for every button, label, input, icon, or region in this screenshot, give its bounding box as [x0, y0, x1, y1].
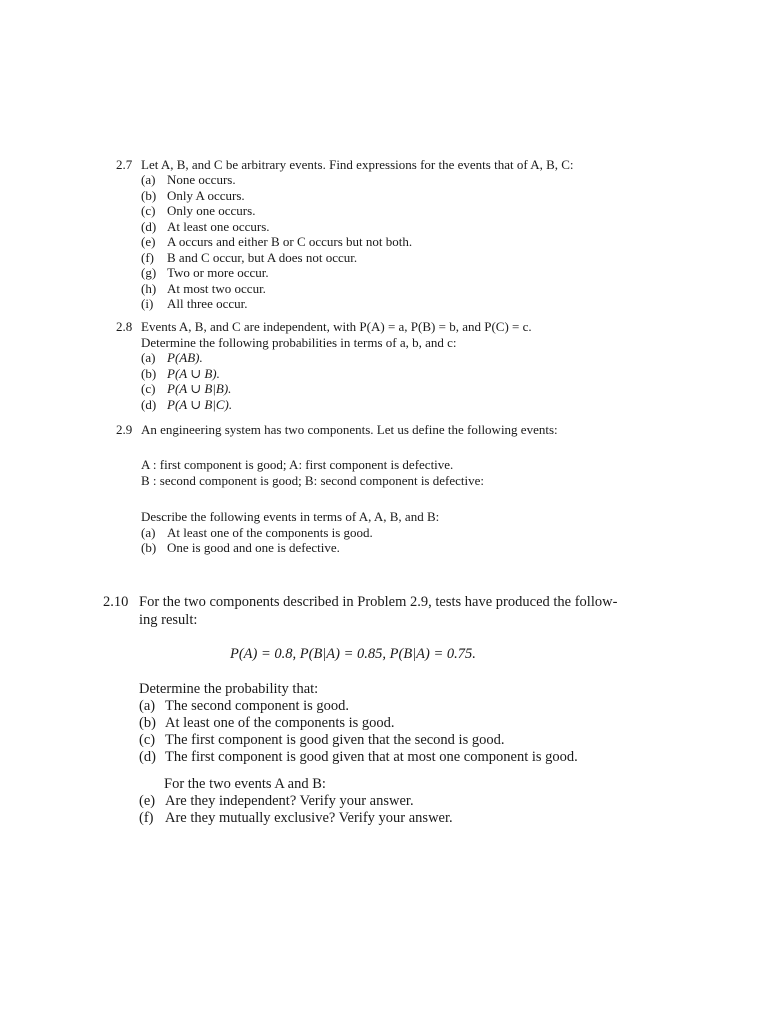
problem-2-8-part: (b) P(A ∪ B).: [141, 366, 220, 381]
problem-number-2-8: 2.8: [116, 319, 133, 334]
problem-2-7-part: (h) At most two occur.: [141, 281, 266, 296]
problem-2-10-part: (f) Are they mutually exclusive? Verify your answer.: [139, 810, 453, 826]
problem-2-10-part: (c) The first component is good given that the second is good.: [139, 732, 505, 748]
problem-2-9-stem: An engineering system has two components. Let us define the following events:: [141, 422, 558, 437]
problem-2-10-determine: Determine the probability that:: [139, 681, 319, 697]
problem-2-8-part: (a) P(AB).: [141, 350, 203, 365]
problem-2-9-describe: Describe the following events in terms of A, A, B, and B:: [141, 509, 440, 524]
problem-number-2-9: 2.9: [116, 422, 133, 437]
problem-2-10-part: (b) At least one of the components is good.: [139, 715, 395, 731]
problem-2-10-stem-line2: ing result:: [139, 612, 198, 628]
problem-2-10-two-events: For the two events A and B:: [164, 776, 326, 792]
problem-2-9-part: (a) At least one of the components is good.: [141, 525, 373, 540]
problem-2-7-part: (d) At least one occurs.: [141, 219, 270, 234]
problem-2-10-part: (e) Are they independent? Verify your answer.: [139, 793, 414, 809]
problem-2-9-def-a: A : first component is good; A: first component is defective.: [141, 457, 454, 472]
problem-2-7-part: (a) None occurs.: [141, 172, 236, 187]
problem-2-10-equation: P(A) = 0.8, P(B|A) = 0.85, P(B|A) = 0.75.: [230, 646, 476, 662]
problem-2-10-stem-line1: For the two components described in Problem 2.9, tests have produced the follow-: [139, 594, 618, 610]
problem-2-10-part: (d) The first component is good given that at most one component is good.: [139, 749, 578, 765]
problem-number-2-7: 2.7: [116, 157, 133, 172]
problem-2-7-part: (g) Two or more occur.: [141, 265, 269, 280]
problem-2-7-stem: Let A, B, and C be arbitrary events. Find expressions for the events that of A, B, C:: [141, 157, 574, 172]
problem-2-8-stem-line2: Determine the following probabilities in terms of a, b, and c:: [141, 335, 457, 350]
problem-2-7-part: (i) All three occur.: [141, 296, 248, 311]
problem-2-9-part: (b) One is good and one is defective.: [141, 540, 340, 555]
problem-2-10-part: (a) The second component is good.: [139, 698, 350, 714]
problem-2-7-part: (b) Only A occurs.: [141, 188, 245, 203]
problem-2-7-part: (f) B and C occur, but A does not occur.: [141, 250, 358, 265]
problem-2-7-part: (e) A occurs and either B or C occurs but not both.: [141, 234, 413, 249]
problem-2-8-part: (d) P(A ∪ B|C).: [141, 397, 233, 412]
problem-2-7-part: (c) Only one occurs.: [141, 203, 256, 218]
problem-number-2-10: 2.10: [103, 594, 129, 610]
problem-2-8-part: (c) P(A ∪ B|B).: [141, 381, 232, 396]
problem-2-9-def-b: B : second component is good; B: second component is defective:: [141, 473, 484, 488]
problem-2-8-stem-line1: Events A, B, and C are independent, with P(A) = a, P(B) = b, and P(C) = c.: [141, 319, 532, 334]
